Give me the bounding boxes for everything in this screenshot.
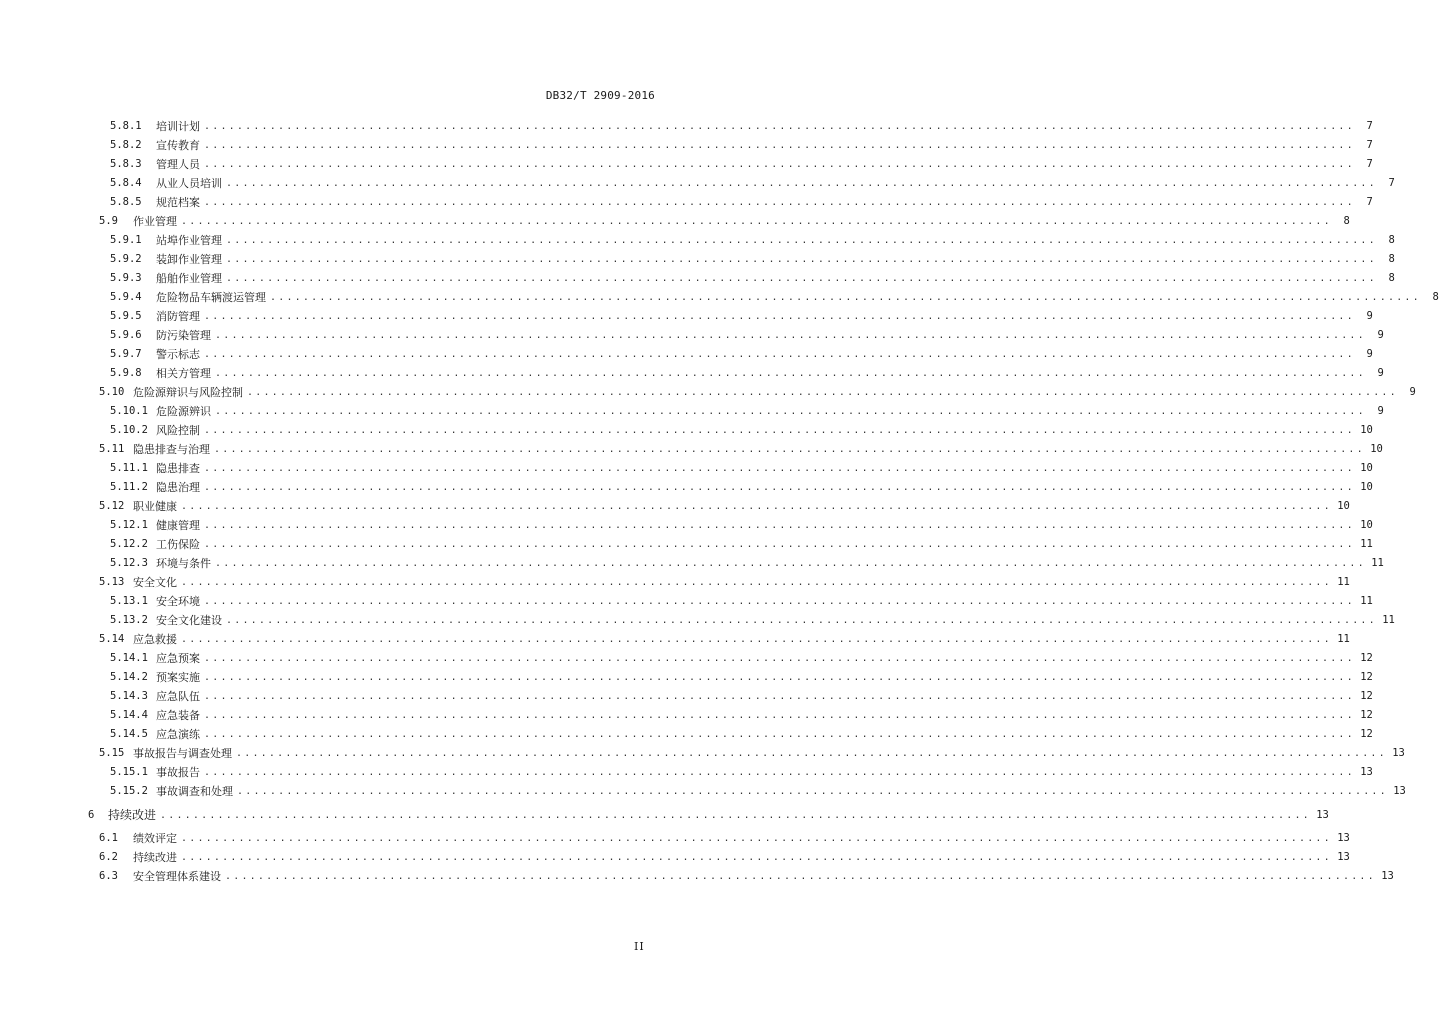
toc-entry-page: 7 xyxy=(1366,196,1373,208)
toc-entry-title: 职业健康 xyxy=(133,500,177,513)
toc-leader-dots: ............................................................................................................................................ xyxy=(214,444,1365,455)
toc-entry-page: 11 xyxy=(1337,576,1350,588)
toc-entry[interactable] xyxy=(110,516,1373,535)
toc-entry-number: 5.12.1 xyxy=(110,519,148,531)
toc-entry-title: 管理人员 xyxy=(156,158,200,171)
toc-leader-dots: ............................................................................................................................................ xyxy=(215,558,1366,569)
toc-entry[interactable] xyxy=(110,193,1373,212)
toc-entry[interactable] xyxy=(110,402,1384,421)
toc-entry-title: 消防管理 xyxy=(156,310,200,323)
toc-entry[interactable] xyxy=(99,867,1394,886)
toc-entry-title: 预案实施 xyxy=(156,671,200,684)
toc-entry[interactable] xyxy=(110,174,1395,193)
toc-entry-number: 5.8.4 xyxy=(110,177,142,189)
toc-entry-number: 5.11.1 xyxy=(110,462,148,474)
toc-entry-number: 5.15.1 xyxy=(110,766,148,778)
toc-entry-page: 10 xyxy=(1360,519,1373,531)
toc-entry-title: 隐患治理 xyxy=(156,481,200,494)
toc-entry-page: 12 xyxy=(1360,671,1373,683)
toc-entry-title: 持续改进 xyxy=(108,808,157,822)
toc-entry-page: 10 xyxy=(1370,443,1383,455)
toc-leader-dots: ............................................................................................................................................ xyxy=(204,520,1355,531)
toc-entry-number: 5.9.7 xyxy=(110,348,142,360)
toc-entry-number: 5.15 xyxy=(99,747,125,759)
toc-entry-title: 事故报告 xyxy=(156,766,200,779)
toc-entry-title: 健康管理 xyxy=(156,519,200,532)
toc-entry-page: 12 xyxy=(1360,690,1373,702)
toc-leader-dots: ............................................................................................................................................ xyxy=(237,786,1388,797)
toc-entry-page: 12 xyxy=(1360,709,1373,721)
toc-entry-page: 8 xyxy=(1343,215,1350,227)
toc-entry[interactable] xyxy=(110,782,1406,801)
toc-entry-number: 5.12.2 xyxy=(110,538,148,550)
toc-entry-title: 安全文化 xyxy=(133,576,177,589)
toc-entry-number: 5.12 xyxy=(99,500,125,512)
toc-entry-number: 6.3 xyxy=(99,870,118,882)
toc-entry-number: 5.14.3 xyxy=(110,690,148,702)
toc-entry-title: 从业人员培训 xyxy=(156,177,222,190)
toc-entry[interactable] xyxy=(110,307,1373,326)
toc-entry-title: 船舶作业管理 xyxy=(156,272,222,285)
toc-entry-page: 9 xyxy=(1366,348,1373,360)
toc-entry-page: 7 xyxy=(1388,177,1395,189)
toc-entry-page: 9 xyxy=(1377,367,1384,379)
toc-entry-number: 5.9 xyxy=(99,215,118,227)
toc-leader-dots: ............................................................................................................................................ xyxy=(204,482,1355,493)
toc-leader-dots: ............................................................................................................................................ xyxy=(270,292,1421,303)
toc-entry[interactable] xyxy=(110,668,1373,687)
toc-entry[interactable] xyxy=(110,763,1373,782)
toc-leader-dots: ............................................................................................................................................ xyxy=(236,748,1387,759)
toc-leader-dots: ............................................................................................................................................ xyxy=(225,871,1376,882)
toc-entry-number: 5.13.2 xyxy=(110,614,148,626)
toc-entry-title: 应急救援 xyxy=(133,633,177,646)
toc-entry-number: 5.8.3 xyxy=(110,158,142,170)
toc-entry[interactable] xyxy=(110,364,1384,383)
toc-entry-title: 危险源辩识与风险控制 xyxy=(133,386,243,399)
toc-entry-page: 11 xyxy=(1360,595,1373,607)
toc-entry[interactable] xyxy=(110,554,1384,573)
toc-entry[interactable] xyxy=(110,459,1373,478)
toc-leader-dots: ............................................................................................................................................ xyxy=(204,140,1355,151)
toc-entry[interactable] xyxy=(99,497,1350,516)
toc-entry-title: 站埠作业管理 xyxy=(156,234,222,247)
toc-leader-dots: ............................................................................................................................................ xyxy=(160,810,1311,821)
toc-entry[interactable] xyxy=(99,573,1350,592)
toc-entry-number: 5.14.4 xyxy=(110,709,148,721)
toc-entry-title: 装卸作业管理 xyxy=(156,253,222,266)
toc-leader-dots: ............................................................................................................................................ xyxy=(226,254,1377,265)
toc-entry[interactable] xyxy=(99,744,1405,763)
toc-entry-page: 13 xyxy=(1360,766,1373,778)
toc-entry[interactable] xyxy=(110,326,1384,345)
toc-entry-title: 应急队伍 xyxy=(156,690,200,703)
toc-leader-dots: ............................................................................................................................................ xyxy=(181,216,1332,227)
toc-entry-page: 10 xyxy=(1360,424,1373,436)
toc-leader-dots: ............................................................................................................................................ xyxy=(204,349,1355,360)
toc-entry[interactable] xyxy=(99,848,1350,867)
toc-entry-title: 事故报告与调查处理 xyxy=(133,747,232,760)
toc-entry[interactable] xyxy=(110,592,1373,611)
toc-entry-page: 8 xyxy=(1432,291,1439,303)
toc-leader-dots: ............................................................................................................................................ xyxy=(226,615,1377,626)
toc-entry-number: 5.11.2 xyxy=(110,481,148,493)
toc-entry-page: 13 xyxy=(1337,832,1350,844)
toc-entry-title: 安全文化建设 xyxy=(156,614,222,627)
toc-entry[interactable] xyxy=(110,345,1373,364)
toc-leader-dots: ............................................................................................................................................ xyxy=(181,634,1332,645)
toc-leader-dots: ............................................................................................................................................ xyxy=(226,178,1377,189)
toc-entry-title: 隐患排查 xyxy=(156,462,200,475)
toc-leader-dots: ............................................................................................................................................ xyxy=(204,121,1355,132)
toc-leader-dots: ............................................................................................................................................ xyxy=(181,852,1332,863)
toc-entry-number: 6 xyxy=(88,809,95,821)
page-number: II xyxy=(634,940,645,953)
toc-entry-title: 应急演练 xyxy=(156,728,200,741)
toc-entry-number: 5.9.1 xyxy=(110,234,142,246)
toc-entry-page: 7 xyxy=(1366,120,1373,132)
toc-entry-title: 持续改进 xyxy=(133,851,177,864)
toc-entry-number: 5.9.5 xyxy=(110,310,142,322)
toc-entry-number: 5.14.1 xyxy=(110,652,148,664)
toc-entry[interactable] xyxy=(99,829,1350,848)
toc-entry-title: 警示标志 xyxy=(156,348,200,361)
toc-entry-number: 5.9.3 xyxy=(110,272,142,284)
toc-leader-dots: ............................................................................................................................................ xyxy=(226,273,1377,284)
toc-entry-page: 9 xyxy=(1409,386,1416,398)
toc-entry-title: 培训计划 xyxy=(156,120,200,133)
toc-entry-number: 5.10 xyxy=(99,386,125,398)
toc-leader-dots: ............................................................................................................................................ xyxy=(181,501,1332,512)
toc-leader-dots: ............................................................................................................................................ xyxy=(181,577,1332,588)
toc-leader-dots: ............................................................................................................................................ xyxy=(204,539,1355,550)
toc-entry-title: 隐患排查与治理 xyxy=(133,443,210,456)
toc-entry[interactable] xyxy=(110,269,1395,288)
toc-leader-dots: ............................................................................................................................................ xyxy=(204,672,1355,683)
toc-entry-number: 6.2 xyxy=(99,851,118,863)
toc-leader-dots: ............................................................................................................................................ xyxy=(204,691,1355,702)
toc-entry[interactable] xyxy=(99,212,1350,231)
toc-entry-number: 5.10.2 xyxy=(110,424,148,436)
toc-entry[interactable] xyxy=(99,383,1416,402)
toc-entry[interactable] xyxy=(110,136,1373,155)
toc-leader-dots: ............................................................................................................................................ xyxy=(204,767,1355,778)
toc-entry-page: 11 xyxy=(1371,557,1384,569)
toc-entry-page: 10 xyxy=(1360,481,1373,493)
toc-entry-title: 作业管理 xyxy=(133,215,177,228)
toc-entry-number: 5.10.1 xyxy=(110,405,148,417)
toc-entry-page: 11 xyxy=(1382,614,1395,626)
toc-entry-number: 5.9.8 xyxy=(110,367,142,379)
toc-entry-title: 工伤保险 xyxy=(156,538,200,551)
toc-leader-dots: ............................................................................................................................................ xyxy=(204,596,1355,607)
toc-entry-title: 应急预案 xyxy=(156,652,200,665)
toc-entry-number: 5.8.5 xyxy=(110,196,142,208)
toc-leader-dots: ............................................................................................................................................ xyxy=(215,330,1366,341)
toc-entry-page: 7 xyxy=(1366,139,1373,151)
toc-entry-number: 5.11 xyxy=(99,443,125,455)
toc-leader-dots: ............................................................................................................................................ xyxy=(204,197,1355,208)
toc-entry[interactable] xyxy=(99,440,1383,459)
toc-entry-page: 9 xyxy=(1377,329,1384,341)
toc-entry[interactable] xyxy=(110,288,1439,307)
toc-entry-page: 7 xyxy=(1366,158,1373,170)
toc-entry[interactable] xyxy=(110,535,1373,554)
toc-entry-page: 8 xyxy=(1388,253,1395,265)
toc-entry-page: 13 xyxy=(1393,785,1406,797)
toc-entry-page: 9 xyxy=(1366,310,1373,322)
toc-leader-dots: ............................................................................................................................................ xyxy=(204,463,1355,474)
toc-entry-title: 环境与条件 xyxy=(156,557,211,570)
toc-entry-page: 8 xyxy=(1388,272,1395,284)
toc-entry-title: 安全环境 xyxy=(156,595,200,608)
toc-entry[interactable] xyxy=(110,155,1373,174)
toc-entry-page: 13 xyxy=(1392,747,1405,759)
toc-leader-dots: ............................................................................................................................................ xyxy=(204,159,1355,170)
document-code: DB32/T 2909-2016 xyxy=(545,89,655,102)
toc-leader-dots: ............................................................................................................................................ xyxy=(204,729,1355,740)
toc-leader-dots: ............................................................................................................................................ xyxy=(215,368,1366,379)
toc-entry[interactable] xyxy=(110,421,1373,440)
toc-entry-number: 5.14.5 xyxy=(110,728,148,740)
toc-entry[interactable] xyxy=(99,630,1350,649)
toc-entry-title: 宣传教育 xyxy=(156,139,200,152)
toc-entry-number: 5.9.6 xyxy=(110,329,142,341)
toc-entry[interactable] xyxy=(110,250,1395,269)
toc-entry-number: 5.15.2 xyxy=(110,785,148,797)
toc-entry-title: 相关方管理 xyxy=(156,367,211,380)
toc-entry-title: 事故调查和处理 xyxy=(156,785,233,798)
toc-entry-page: 12 xyxy=(1360,652,1373,664)
toc-entry-number: 5.12.3 xyxy=(110,557,148,569)
toc-entry[interactable] xyxy=(110,117,1373,136)
toc-leader-dots: ............................................................................................................................................ xyxy=(247,387,1398,398)
toc-leader-dots: ............................................................................................................................................ xyxy=(226,235,1377,246)
toc-entry-number: 5.14.2 xyxy=(110,671,148,683)
toc-entry[interactable] xyxy=(88,806,1329,825)
toc-leader-dots: ............................................................................................................................................ xyxy=(204,710,1355,721)
toc-entry-page: 11 xyxy=(1360,538,1373,550)
toc-entry[interactable] xyxy=(110,649,1373,668)
toc-entry-page: 10 xyxy=(1337,500,1350,512)
toc-entry-title: 应急装备 xyxy=(156,709,200,722)
toc-entry-page: 10 xyxy=(1360,462,1373,474)
toc-entry-title: 绩效评定 xyxy=(133,832,177,845)
toc-entry-title: 安全管理体系建设 xyxy=(133,870,221,883)
toc-entry-number: 5.13 xyxy=(99,576,125,588)
toc-entry[interactable] xyxy=(110,725,1373,744)
toc-entry-page: 11 xyxy=(1337,633,1350,645)
toc-entry-page: 8 xyxy=(1388,234,1395,246)
toc-entry[interactable] xyxy=(110,687,1373,706)
toc-entry-page: 9 xyxy=(1377,405,1384,417)
toc-entry-title: 风险控制 xyxy=(156,424,200,437)
toc-entry-title: 危险源辨识 xyxy=(156,405,211,418)
toc-entry-page: 12 xyxy=(1360,728,1373,740)
toc-entry-title: 防污染管理 xyxy=(156,329,211,342)
toc-entry-number: 5.8.2 xyxy=(110,139,142,151)
toc-leader-dots: ............................................................................................................................................ xyxy=(215,406,1366,417)
toc-entry-number: 5.13.1 xyxy=(110,595,148,607)
toc-entry[interactable] xyxy=(110,231,1395,250)
toc-leader-dots: ............................................................................................................................................ xyxy=(204,311,1355,322)
toc-entry-title: 规范档案 xyxy=(156,196,200,209)
toc-leader-dots: ............................................................................................................................................ xyxy=(204,653,1355,664)
toc-entry-title: 危险物品车辆渡运管理 xyxy=(156,291,266,304)
toc-entry-number: 6.1 xyxy=(99,832,118,844)
toc-entry-number: 5.9.2 xyxy=(110,253,142,265)
toc-entry[interactable] xyxy=(110,478,1373,497)
toc-entry-number: 5.14 xyxy=(99,633,125,645)
toc-leader-dots: ............................................................................................................................................ xyxy=(181,833,1332,844)
toc-entry-number: 5.9.4 xyxy=(110,291,142,303)
toc-entry[interactable] xyxy=(110,611,1395,630)
toc-entry-page: 13 xyxy=(1337,851,1350,863)
toc-entry-page: 13 xyxy=(1316,809,1329,821)
toc-entry-number: 5.8.1 xyxy=(110,120,142,132)
toc-leader-dots: ............................................................................................................................................ xyxy=(204,425,1355,436)
toc-entry-page: 13 xyxy=(1381,870,1394,882)
toc-entry[interactable] xyxy=(110,706,1373,725)
